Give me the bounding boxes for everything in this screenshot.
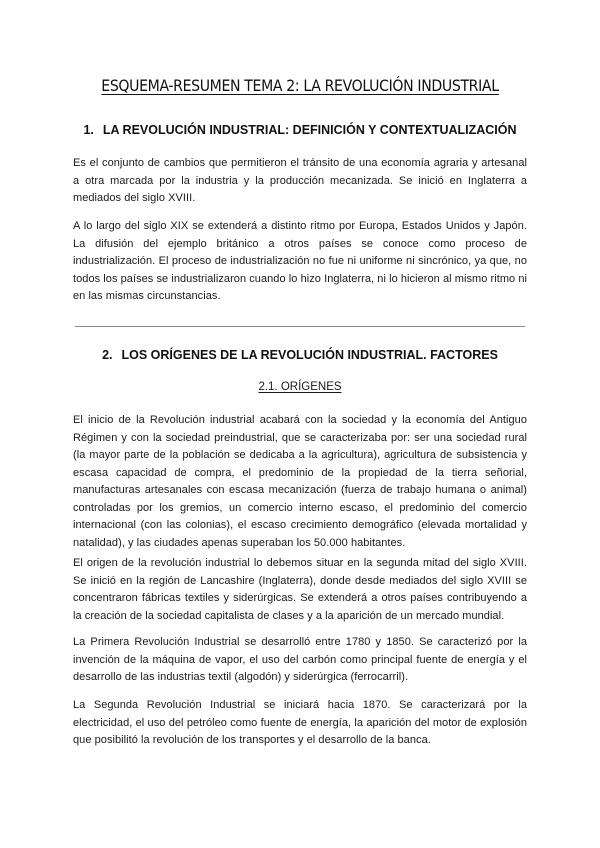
document-title: ESQUEMA-RESUMEN TEMA 2: LA REVOLUCIÓN INDUSTRIAL (101, 76, 499, 95)
paragraph-origen: El origen de la revolución industrial lo debemos situar en la segunda mitad del siglo XVIII. Se inició en la región de Lancashire (Inglaterra), donde desde mediados del siglo XVIII se concentraron fábricas textiles y siderúrgicas. Se extenderá a otros países contribuyendo a la creación de la sociedad capitalista de clases y a la aparición de un mercado mundial. (73, 557, 527, 622)
section-divider (75, 326, 525, 327)
paragraph-antiguo-regimen: El inicio de la Revolución industrial acabará con la sociedad y la economía del Antiguo Régimen y con la sociedad preindustrial, que se caracterizaba por: ser una sociedad rural (la mayor parte de la población se dedicaba a la agricultura), agricultura de subsistencia y escasa capacidad de compra, el predominio de la propiedad de la tierra señorial, manufacturas artesanales con escasa mecanización (fuerza de trabajo humana o animal) controladas por los gremios, un comercio interno escaso, el predominio del comercio internacional (con las colonias), el escaso crecimiento demográfico (elevada mortalidad y natalidad), y las ciudades apenas superaban los 50.000 habitantes. (73, 414, 527, 549)
paragraph-expansion: A lo largo del siglo XIX se extenderá a distinto ritmo por Europa, Estados Unidos y Japón. La difusión del ejemplo británico a otros países se conoce como proceso de industrialización. El proceso de industrialización no fue ni uniforme ni sincrónico, ya que, no todos los países se industrializaron cuando lo hizo Inglaterra, ni lo hicieron al mismo ritmo ni en las mismas circunstancias. (73, 220, 527, 302)
subsection-2-1-heading: 2.1. ORÍGENES (258, 381, 342, 393)
paragraph-definition: Es el conjunto de cambios que permitieron el tránsito de una economía agraria y artesanal a otra marcada por la industria y la producción mecanizada. Se inició en Inglaterra a mediados del siglo XVIII. (73, 157, 527, 204)
paragraph-primera-revolucion: La Primera Revolución Industrial se desarrolló entre 1780 y 1850. Se caracterizó por la invención de la máquina de vapor, el uso del carbón como principal fuente de energía y el desarrollo de las industrias textil (algodón) y siderúrgica (ferrocarril). (73, 636, 527, 683)
section-2-heading (0, 348, 600, 362)
section-2-title: LOS ORÍGENES DE LA REVOLUCIÓN INDUSTRIAL. FACTORES (121, 348, 498, 362)
section-1-title: LA REVOLUCIÓN INDUSTRIAL: DEFINICIÓN Y CONTEXTUALIZACIÓN (102, 123, 517, 137)
paragraph-segunda-revolucion: La Segunda Revolución Industrial se iniciará hacia 1870. Se caracterizará por la electricidad, el uso del petróleo como fuente de energía, la aparición del motor de explosión que posibilitó la revolución de los transportes y el desarrollo de la banca. (73, 699, 527, 746)
section-1-number: 1. (83, 123, 94, 137)
section-2-number: 2. (102, 348, 113, 362)
section-1-heading (0, 123, 600, 137)
